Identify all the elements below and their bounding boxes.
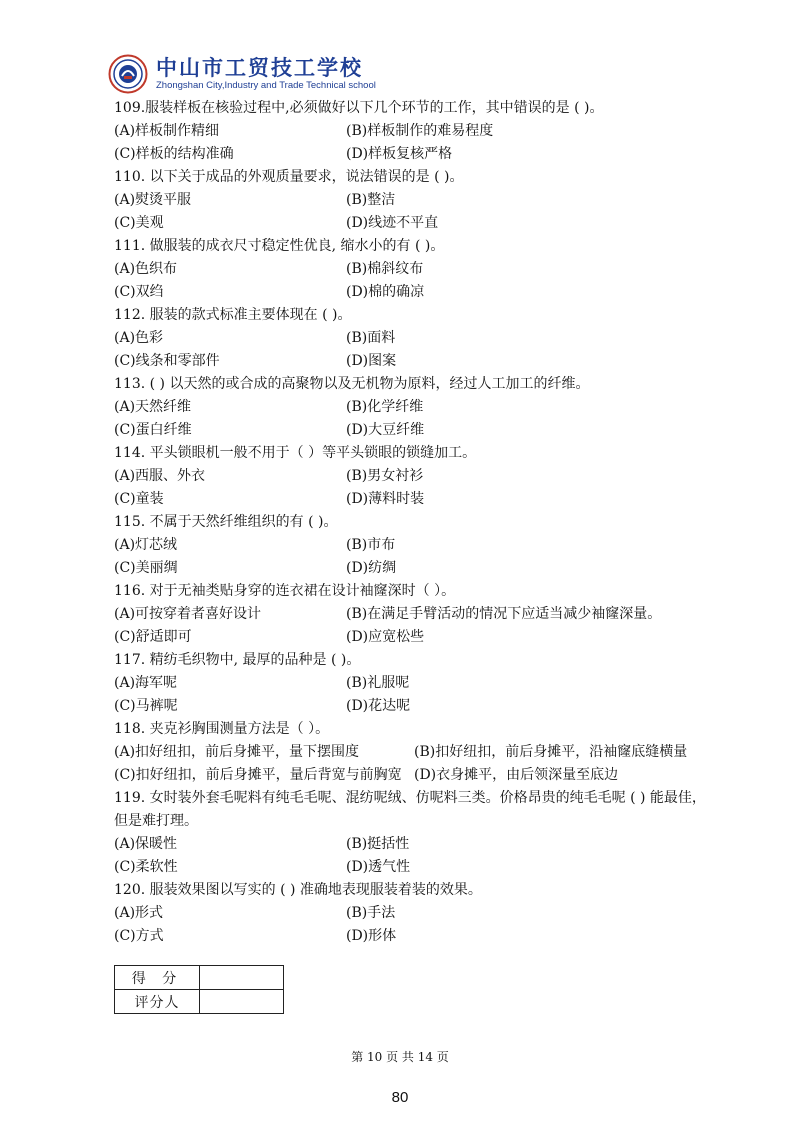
option-row [114, 189, 714, 212]
option-row [114, 258, 714, 281]
option-row [114, 764, 714, 787]
option-row [114, 488, 714, 511]
answer-option[interactable]: (A)天然纤维 [114, 399, 192, 415]
option-row [114, 695, 714, 718]
question-text: 120. 服装效果图以写实的 ( ) 准确地表现服装着装的效果。 [114, 882, 482, 898]
answer-option[interactable]: (D)样板复核严格 [346, 146, 453, 162]
answer-option[interactable]: (C)蛋白纤维 [114, 422, 192, 438]
option-row [114, 925, 714, 948]
answer-option[interactable]: (A)样板制作精细 [114, 123, 220, 139]
score-label: 得 分 [115, 966, 200, 990]
option-row [114, 741, 714, 764]
answer-option[interactable]: (A)形式 [114, 905, 164, 921]
question-text: 114. 平头锁眼机一般不用于（ ）等平头锁眼的锁缝加工。 [114, 445, 477, 461]
answer-option[interactable]: (D)应宽松些 [346, 629, 425, 645]
option-row [114, 350, 714, 373]
question-text: 116. 对于无袖类贴身穿的连衣裙在设计袖窿深时（ ）。 [114, 583, 456, 599]
question-text: 118. 夹克衫胸围测量方法是（ ）。 [114, 721, 330, 737]
school-name-cn: 中山市工贸技工学校 [156, 56, 363, 80]
answer-option[interactable]: (B)男女衬衫 [346, 468, 424, 484]
answer-option[interactable]: (B)样板制作的难易程度 [346, 123, 494, 139]
answer-option[interactable]: (C)方式 [114, 928, 164, 944]
answer-option[interactable]: (C)线条和零部件 [114, 353, 220, 369]
answer-option[interactable]: (D)衣身摊平，由后领深量至底边 [414, 767, 619, 783]
question-text-continued: 但是难打理。 [114, 813, 198, 829]
question-text: 109.服装样板在核验过程中,必须做好以下几个环节的工作，其中错误的是 ( )。 [114, 100, 604, 116]
answer-option[interactable]: (D)薄料时装 [346, 491, 425, 507]
answer-option[interactable]: (D)纺绸 [346, 560, 397, 576]
answer-option[interactable]: (D)棉的确凉 [346, 284, 425, 300]
answer-option[interactable]: (C)马裤呢 [114, 698, 178, 714]
answer-option[interactable]: (C)童装 [114, 491, 164, 507]
option-row [114, 396, 714, 419]
question-text: 110. 以下关于成品的外观质量要求，说法错误的是 ( )。 [114, 169, 464, 185]
option-row [114, 557, 714, 580]
option-row [114, 212, 714, 235]
school-header [108, 52, 376, 96]
answer-option[interactable]: (A)海军呢 [114, 675, 178, 691]
answer-option[interactable]: (A)熨烫平服 [114, 192, 192, 208]
answer-option[interactable]: (B)礼服呢 [346, 675, 410, 691]
answer-option[interactable]: (B)化学纤维 [346, 399, 424, 415]
option-row [114, 626, 714, 649]
answer-option[interactable]: (A)灯芯绒 [114, 537, 178, 553]
answer-option[interactable]: (D)大豆纤维 [346, 422, 425, 438]
school-logo-icon [108, 54, 148, 94]
answer-option[interactable]: (A)扣好纽扣，前后身摊平，量下摆围度 [114, 744, 360, 760]
answer-option[interactable]: (A)西服、外衣 [114, 468, 206, 484]
question-text: 115. 不属于天然纤维组织的有 ( )。 [114, 514, 338, 530]
option-row [114, 419, 714, 442]
question-list [114, 97, 714, 948]
option-row [114, 672, 714, 695]
option-row [114, 327, 714, 350]
page-number: 80 [391, 1089, 409, 1106]
answer-option[interactable]: (D)图案 [346, 353, 397, 369]
option-row [114, 465, 714, 488]
question-text: 111. 做服装的成衣尺寸稳定性优良, 缩水小的有 ( )。 [114, 238, 445, 254]
answer-option[interactable]: (C)舒适即可 [114, 629, 192, 645]
question-text: 117. 精纺毛织物中, 最厚的品种是 ( )。 [114, 652, 361, 668]
page-footer: 第 10 页 共 14 页 [351, 1050, 449, 1064]
answer-option[interactable]: (C)扣好纽扣，前后身摊平，量后背宽与前胸宽 [114, 767, 402, 783]
school-name-en: Zhongshan City,Industry and Trade Technical school [156, 80, 376, 91]
option-row [114, 603, 714, 626]
answer-option[interactable]: (D)透气性 [346, 859, 411, 875]
option-row [114, 833, 714, 856]
score-table [114, 965, 284, 1014]
answer-option[interactable]: (D)线迹不平直 [346, 215, 439, 231]
answer-option[interactable]: (B)扣好纽扣，前后身摊平，沿袖窿底缝横量 [414, 744, 688, 760]
question-text: 113. ( ) 以天然的或合成的高聚物以及无机物为原料，经过人工加工的纤维。 [114, 376, 590, 392]
answer-option[interactable]: (C)双绉 [114, 284, 164, 300]
answer-option[interactable]: (C)美丽绸 [114, 560, 178, 576]
grader-label: 评分人 [115, 990, 200, 1014]
grader-value-cell[interactable] [200, 990, 284, 1014]
option-row [114, 143, 714, 166]
answer-option[interactable]: (B)面料 [346, 330, 396, 346]
answer-option[interactable]: (B)整洁 [346, 192, 396, 208]
score-value-cell[interactable] [200, 966, 284, 990]
answer-option[interactable]: (C)柔软性 [114, 859, 178, 875]
option-row [114, 281, 714, 304]
option-row [114, 120, 714, 143]
question-text: 112. 服装的款式标准主要体现在 ( )。 [114, 307, 352, 323]
answer-option[interactable]: (A)可按穿着者喜好设计 [114, 606, 262, 622]
answer-option[interactable]: (B)在满足手臂活动的情况下应适当减少袖窿深量。 [346, 606, 662, 622]
answer-option[interactable]: (B)手法 [346, 905, 396, 921]
answer-option[interactable]: (A)保暖性 [114, 836, 178, 852]
question-text: 119. 女时装外套毛呢料有纯毛毛呢、混纺呢绒、仿呢料三类。价格昂贵的纯毛毛呢 ( ) 能最佳， [114, 790, 706, 806]
option-row [114, 534, 714, 557]
option-row [114, 902, 714, 925]
answer-option[interactable]: (D)形体 [346, 928, 397, 944]
answer-option[interactable]: (C)样板的结构准确 [114, 146, 234, 162]
answer-option[interactable]: (A)色织布 [114, 261, 178, 277]
answer-option[interactable]: (C)美观 [114, 215, 164, 231]
answer-option[interactable]: (B)棉斜纹布 [346, 261, 424, 277]
answer-option[interactable]: (A)色彩 [114, 330, 164, 346]
option-row [114, 856, 714, 879]
answer-option[interactable]: (B)挺括性 [346, 836, 410, 852]
answer-option[interactable]: (D)花达呢 [346, 698, 411, 714]
answer-option[interactable]: (B)市布 [346, 537, 396, 553]
